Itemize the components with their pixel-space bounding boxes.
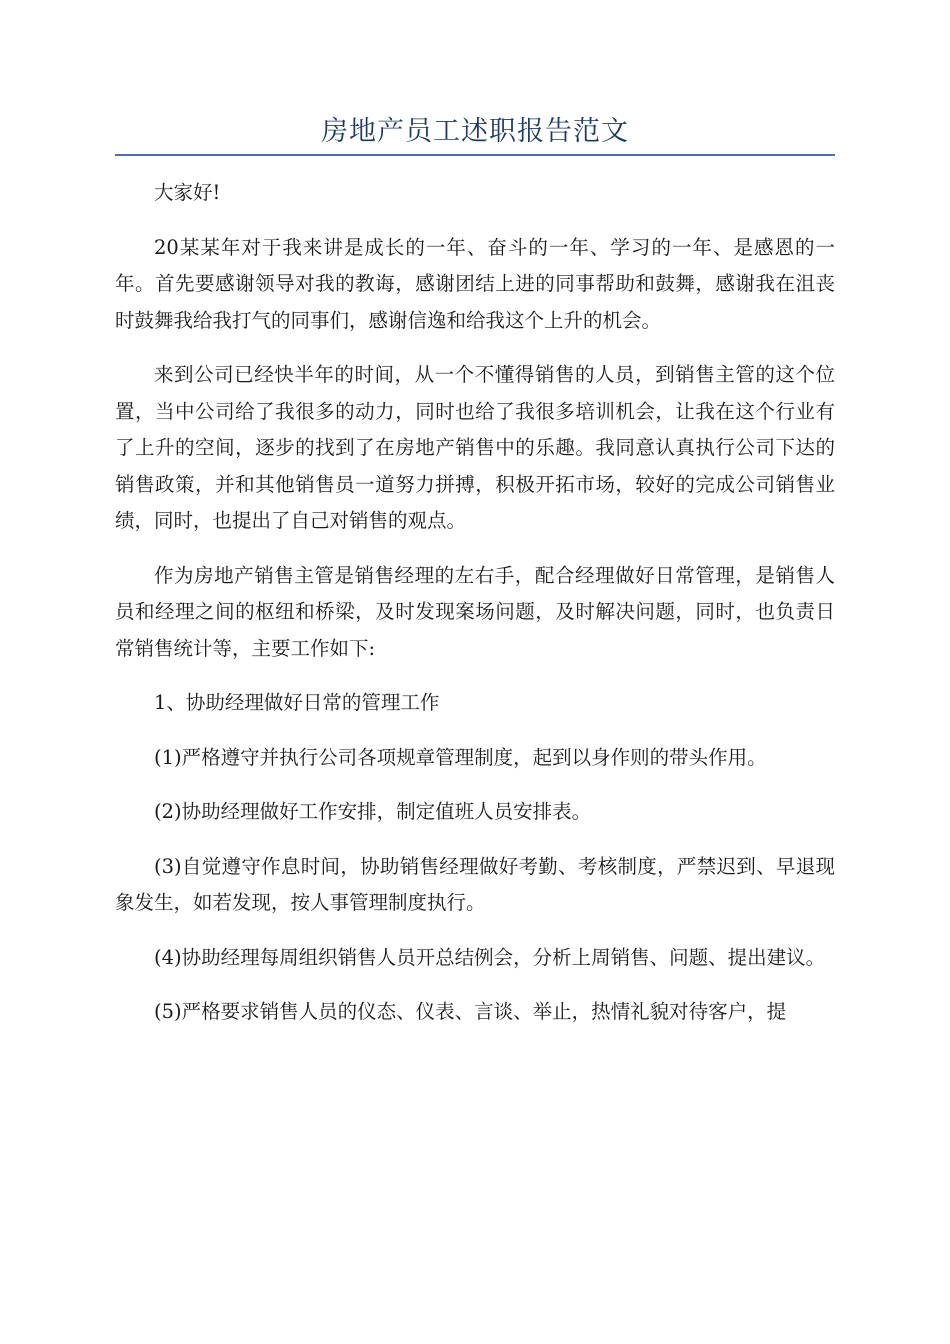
paragraph-experience: 来到公司已经快半年的时间，从一个不懂得销售的人员，到销售主管的这个位置，当中公司给了我很多的动力，同时也给了我很多培训机会，让我在这个行业有了上升的空间，逐步的找到了在房地产销售中的乐趣。我同意认真执行公司下达的销售政策，并和其他销售员一道努力拼搏，积极开拓市场，较好的完成公司销售业绩，同时，也提出了自己对销售的观点。: [115, 363, 835, 532]
title-underline: [115, 154, 835, 156]
paragraph-greeting: 大家好!: [154, 181, 221, 204]
document-title: 房地产员工述职报告范文: [321, 116, 629, 147]
paragraph-item-5: (5)严格要求销售人员的仪态、仪表、言谈、举止，热情礼貌对待客户，提: [154, 1000, 787, 1023]
paragraph-role: 作为房地产销售主管是销售经理的左右手，配合经理做好日常管理，是销售人员和经理之间的枢纽和桥梁，及时发现案场问题，及时解决问题，同时，也负责日常销售统计等，主要工作如下:: [115, 563, 835, 660]
paragraph-item-3: (3)自觉遵守作息时间，协助销售经理做好考勤、考核制度，严禁迟到、早退现象发生，如若发现，按人事管理制度执行。: [115, 854, 835, 914]
document-body: [115, 175, 835, 1049]
paragraph-intro: 20某某年对于我来讲是成长的一年、奋斗的一年、学习的一年、是感恩的一年。首先要感谢领导对我的教诲，感谢团结上进的同事帮助和鼓舞，感谢我在沮丧时鼓舞我给我打气的同事们，感谢信逸和给我这个上升的机会。: [115, 235, 835, 332]
paragraph-section-heading: 1、协助经理做好日常的管理工作: [154, 691, 440, 714]
paragraph-item-2: (2)协助经理做好工作安排，制定值班人员安排表。: [154, 800, 592, 823]
paragraph-item-1: (1)严格遵守并执行公司各项规章管理制度，起到以身作则的带头作用。: [154, 745, 767, 769]
paragraph-item-4: (4)协助经理每周组织销售人员开总结例会，分析上周销售、问题、提出建议。: [154, 945, 826, 969]
